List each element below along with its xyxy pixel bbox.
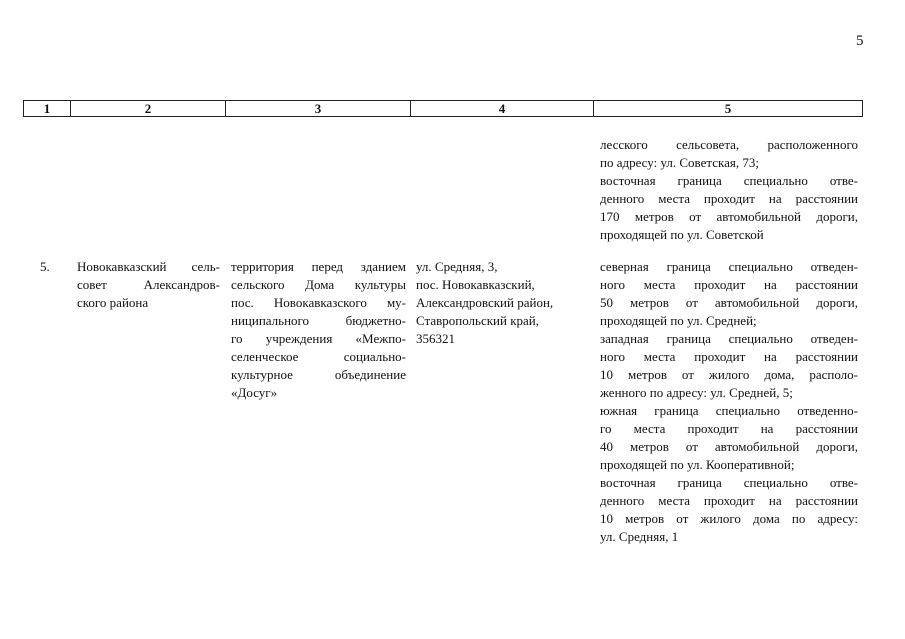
text-line: пос. Новокавказского му- xyxy=(231,295,406,310)
row-territory-cell xyxy=(231,258,406,402)
text-line: ниципального бюджетно- xyxy=(231,313,406,328)
text-line: пос. Новокавказский, xyxy=(416,277,535,292)
page-number: 5 xyxy=(856,33,864,49)
text-line: Ставропольский край, xyxy=(416,313,539,328)
text-line: денного места проходит на расстоянии xyxy=(600,493,858,508)
header-cell-4: 4 xyxy=(411,101,594,116)
text-line: по адресу: ул. Советская, 73; xyxy=(600,155,759,170)
text-line: проходящей по ул. Средней; xyxy=(600,313,757,328)
text-line: лесского сельсовета, расположенного xyxy=(600,137,858,152)
text-line: го учреждения «Межпо- xyxy=(231,331,406,346)
text-line: совет Александров- xyxy=(77,277,220,292)
row-district-cell xyxy=(77,258,220,312)
text-line: 170 метров от автомобильной дороги, xyxy=(600,209,858,224)
text-line: 356321 xyxy=(416,331,455,346)
text-line: западная граница специально отведен- xyxy=(600,331,858,346)
header-cell-3: 3 xyxy=(226,101,411,116)
text-line: сельского Дома культуры xyxy=(231,277,406,292)
text-line: ного места проходит на расстоянии xyxy=(600,277,858,292)
text-line: денного места проходит на расстоянии xyxy=(600,191,858,206)
text-line: «Досуг» xyxy=(231,385,278,400)
text-line: ул. Средняя, 3, xyxy=(416,259,498,274)
text-line: ного места проходит на расстоянии xyxy=(600,349,858,364)
text-line: восточная граница специально отве- xyxy=(600,475,858,490)
continuation-cell xyxy=(600,136,858,244)
text-line: культурное объединение xyxy=(231,367,406,382)
text-line: ского района xyxy=(77,295,149,310)
text-line: Новокавказский сель- xyxy=(77,259,220,274)
row-address-cell xyxy=(416,258,591,348)
text-line: женного по адресу: ул. Средней, 5; xyxy=(600,385,793,400)
text-line: проходящей по ул. Кооперативной; xyxy=(600,457,795,472)
text-line: проходящей по ул. Советской xyxy=(600,227,764,242)
row-number xyxy=(40,258,70,276)
row-boundaries-cell xyxy=(600,258,858,546)
text-line: восточная граница специально отве- xyxy=(600,173,858,188)
text-line: ул. Средняя, 1 xyxy=(600,529,679,544)
text-line: 50 метров от автомобильной дороги, xyxy=(600,295,858,310)
text-line: 10 метров от жилого дома по адресу: xyxy=(600,511,858,526)
text-line: северная граница специально отведен- xyxy=(600,259,858,274)
text-line: территория перед зданием xyxy=(231,259,406,274)
text-line: 40 метров от автомобильной дороги, xyxy=(600,439,858,454)
header-cell-1: 1 xyxy=(24,101,71,116)
table-header xyxy=(23,100,863,117)
text-line: 10 метров от жилого дома, располо- xyxy=(600,367,858,382)
text-line: селенческое социально- xyxy=(231,349,406,364)
text-line: Александровский район, xyxy=(416,295,554,310)
header-cell-5: 5 xyxy=(724,101,732,116)
text-line: го места проходит на расстоянии xyxy=(600,421,858,436)
text-line: южная граница специально отведенно- xyxy=(600,403,858,418)
header-cell-2: 2 xyxy=(71,101,226,116)
row-number-text: 5. xyxy=(40,259,50,274)
